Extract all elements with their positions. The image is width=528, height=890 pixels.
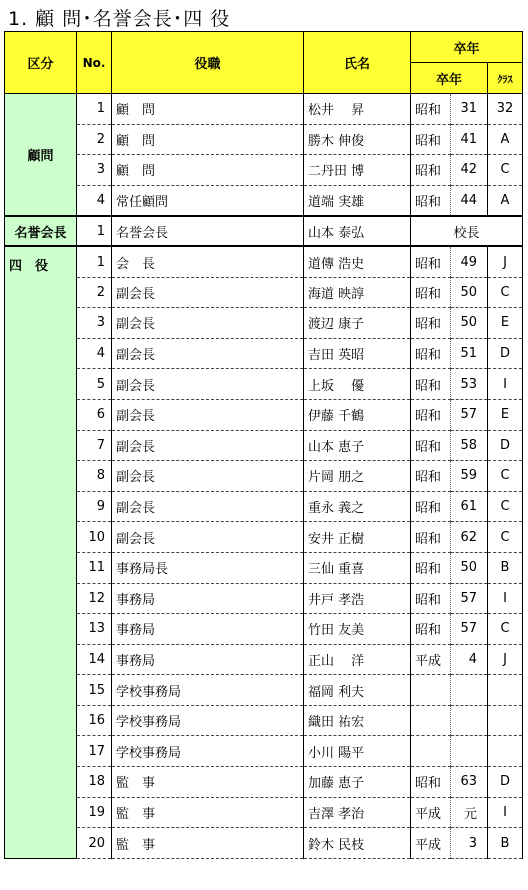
row-year: 50 (451, 552, 488, 583)
row-era: 昭和 (411, 522, 451, 553)
row-no: 14 (77, 644, 112, 675)
row-class: D (488, 767, 523, 798)
row-name: 鈴木 民枝 (304, 828, 411, 859)
table-row (5, 828, 523, 859)
row-year: 3 (451, 828, 488, 859)
row-no: 15 (77, 675, 112, 706)
row-role: 監 事 (112, 767, 304, 798)
table-row (5, 338, 523, 369)
row-role: 副会長 (112, 277, 304, 308)
row-year: 57 (451, 614, 488, 645)
table-row (5, 430, 523, 461)
row-year (451, 705, 488, 736)
table-body (5, 94, 523, 859)
row-class: E (488, 399, 523, 430)
row-era: 昭和 (411, 399, 451, 430)
row-year: 42 (451, 155, 488, 186)
table-row (5, 767, 523, 798)
row-role: 事務局 (112, 583, 304, 614)
page-title: 1. 顧 問･名誉会長･四 役 (8, 8, 231, 30)
row-name: 上坂 優 (304, 369, 411, 400)
table-row (5, 94, 523, 125)
officers-table (4, 31, 523, 859)
row-no: 13 (77, 614, 112, 645)
row-no: 12 (77, 583, 112, 614)
row-no: 20 (77, 828, 112, 859)
row-name: 三仙 重喜 (304, 552, 411, 583)
row-class: B (488, 552, 523, 583)
row-name: 渡辺 康子 (304, 308, 411, 339)
row-era: 昭和 (411, 246, 451, 277)
row-year: 50 (451, 308, 488, 339)
row-era: 昭和 (411, 461, 451, 492)
row-class: C (488, 491, 523, 522)
row-name: 二丹田 博 (304, 155, 411, 186)
row-year: 59 (451, 461, 488, 492)
row-class: D (488, 338, 523, 369)
row-era: 昭和 (411, 308, 451, 339)
row-role: 監 事 (112, 828, 304, 859)
row-name: 加藤 恵子 (304, 767, 411, 798)
row-class: C (488, 155, 523, 186)
row-no: 1 (77, 246, 112, 277)
row-name: 正山 洋 (304, 644, 411, 675)
row-name: 織田 祐宏 (304, 705, 411, 736)
row-no: 18 (77, 767, 112, 798)
table-row (5, 736, 523, 767)
table-row (5, 522, 523, 553)
row-name: 吉澤 孝治 (304, 797, 411, 828)
row-year: 57 (451, 583, 488, 614)
row-year: 31 (451, 94, 488, 125)
table-row (5, 797, 523, 828)
row-year: 62 (451, 522, 488, 553)
header-grad-year: 卒年 (411, 63, 488, 94)
row-no: 1 (77, 94, 112, 125)
row-name: 山本 泰弘 (304, 216, 411, 247)
row-no: 19 (77, 797, 112, 828)
table-row (5, 369, 523, 400)
row-role: 副会長 (112, 491, 304, 522)
row-era (411, 675, 451, 706)
table-row (5, 644, 523, 675)
row-grad: 校長 (411, 216, 523, 247)
row-year: 58 (451, 430, 488, 461)
header-graduation: 卒年 (411, 32, 523, 63)
row-class: C (488, 461, 523, 492)
table-row (5, 614, 523, 645)
row-era: 昭和 (411, 338, 451, 369)
row-no: 2 (77, 124, 112, 155)
row-class: 32 (488, 94, 523, 125)
row-class: I (488, 797, 523, 828)
row-era: 平成 (411, 644, 451, 675)
row-name: 福岡 利夫 (304, 675, 411, 706)
row-class: D (488, 430, 523, 461)
row-name: 山本 恵子 (304, 430, 411, 461)
row-role: 名誉会長 (112, 216, 304, 247)
row-name: 井戸 孝浩 (304, 583, 411, 614)
row-role: 副会長 (112, 461, 304, 492)
row-no: 2 (77, 277, 112, 308)
row-era (411, 705, 451, 736)
row-no: 4 (77, 338, 112, 369)
row-era (411, 736, 451, 767)
row-class: I (488, 369, 523, 400)
row-year: 63 (451, 767, 488, 798)
row-role: 会 長 (112, 246, 304, 277)
row-era: 平成 (411, 828, 451, 859)
row-class: C (488, 277, 523, 308)
row-role: 顧 問 (112, 155, 304, 186)
row-era: 昭和 (411, 552, 451, 583)
header-role: 役職 (112, 32, 304, 94)
row-class: J (488, 644, 523, 675)
row-no: 6 (77, 399, 112, 430)
row-year: 4 (451, 644, 488, 675)
row-role: 副会長 (112, 369, 304, 400)
row-role: 顧 問 (112, 94, 304, 125)
row-name: 道傳 浩史 (304, 246, 411, 277)
row-year: 53 (451, 369, 488, 400)
row-class: E (488, 308, 523, 339)
row-name: 重永 義之 (304, 491, 411, 522)
row-role: 副会長 (112, 399, 304, 430)
row-role: 副会長 (112, 430, 304, 461)
row-class: A (488, 124, 523, 155)
table-row (5, 583, 523, 614)
row-name: 小川 陽平 (304, 736, 411, 767)
row-era: 昭和 (411, 430, 451, 461)
row-era: 平成 (411, 797, 451, 828)
row-era: 昭和 (411, 94, 451, 125)
row-name: 吉田 英昭 (304, 338, 411, 369)
row-class: C (488, 522, 523, 553)
row-name: 海道 映諄 (304, 277, 411, 308)
table-row (5, 491, 523, 522)
header-category: 区分 (5, 32, 77, 94)
row-name: 片岡 朋之 (304, 461, 411, 492)
table-row (5, 308, 523, 339)
row-name: 道端 実雄 (304, 185, 411, 216)
row-class (488, 675, 523, 706)
row-year: 57 (451, 399, 488, 430)
table-row (5, 552, 523, 583)
row-era: 昭和 (411, 614, 451, 645)
row-class: I (488, 583, 523, 614)
row-role: 学校事務局 (112, 705, 304, 736)
table-row (5, 461, 523, 492)
row-era: 昭和 (411, 767, 451, 798)
row-year: 61 (451, 491, 488, 522)
table-row (5, 399, 523, 430)
row-no: 8 (77, 461, 112, 492)
row-role: 学校事務局 (112, 675, 304, 706)
row-year: 元 (451, 797, 488, 828)
row-class (488, 705, 523, 736)
row-role: 副会長 (112, 338, 304, 369)
row-role: 事務局 (112, 644, 304, 675)
table-row (5, 277, 523, 308)
row-era: 昭和 (411, 124, 451, 155)
category-officers: 四 役 (5, 246, 77, 858)
row-role: 副会長 (112, 522, 304, 553)
row-class: A (488, 185, 523, 216)
row-year: 49 (451, 246, 488, 277)
row-role: 常任顧問 (112, 185, 304, 216)
row-no: 9 (77, 491, 112, 522)
row-era: 昭和 (411, 155, 451, 186)
header-class: ｸﾗｽ (488, 63, 523, 94)
row-role: 副会長 (112, 308, 304, 339)
row-era: 昭和 (411, 491, 451, 522)
row-no: 1 (77, 216, 112, 247)
row-year: 41 (451, 124, 488, 155)
row-no: 11 (77, 552, 112, 583)
row-name: 安井 正樹 (304, 522, 411, 553)
category-advisor: 顧問 (5, 94, 77, 216)
row-year: 50 (451, 277, 488, 308)
row-no: 3 (77, 308, 112, 339)
row-year (451, 736, 488, 767)
table-row (5, 246, 523, 277)
row-role: 学校事務局 (112, 736, 304, 767)
table-row (5, 185, 523, 216)
header-no: No. (77, 32, 112, 94)
row-role: 監 事 (112, 797, 304, 828)
table-row (5, 124, 523, 155)
row-no: 10 (77, 522, 112, 553)
category-honorary: 名誉会長 (5, 216, 77, 247)
row-class: C (488, 614, 523, 645)
table-row (5, 155, 523, 186)
row-era: 昭和 (411, 185, 451, 216)
row-no: 3 (77, 155, 112, 186)
header-name: 氏名 (304, 32, 411, 94)
row-no: 5 (77, 369, 112, 400)
row-name: 勝木 伸俊 (304, 124, 411, 155)
row-no: 7 (77, 430, 112, 461)
row-name: 松井 昇 (304, 94, 411, 125)
row-year: 51 (451, 338, 488, 369)
table-row (5, 675, 523, 706)
row-era: 昭和 (411, 369, 451, 400)
row-name: 伊藤 千鶴 (304, 399, 411, 430)
row-class (488, 736, 523, 767)
row-no: 4 (77, 185, 112, 216)
row-role: 事務局長 (112, 552, 304, 583)
table-row (5, 216, 523, 247)
row-class: J (488, 246, 523, 277)
row-role: 事務局 (112, 614, 304, 645)
row-year (451, 675, 488, 706)
row-year: 44 (451, 185, 488, 216)
row-era: 昭和 (411, 277, 451, 308)
row-no: 17 (77, 736, 112, 767)
row-name: 竹田 友美 (304, 614, 411, 645)
row-class: B (488, 828, 523, 859)
row-role: 顧 問 (112, 124, 304, 155)
table-row (5, 705, 523, 736)
row-no: 16 (77, 705, 112, 736)
row-era: 昭和 (411, 583, 451, 614)
